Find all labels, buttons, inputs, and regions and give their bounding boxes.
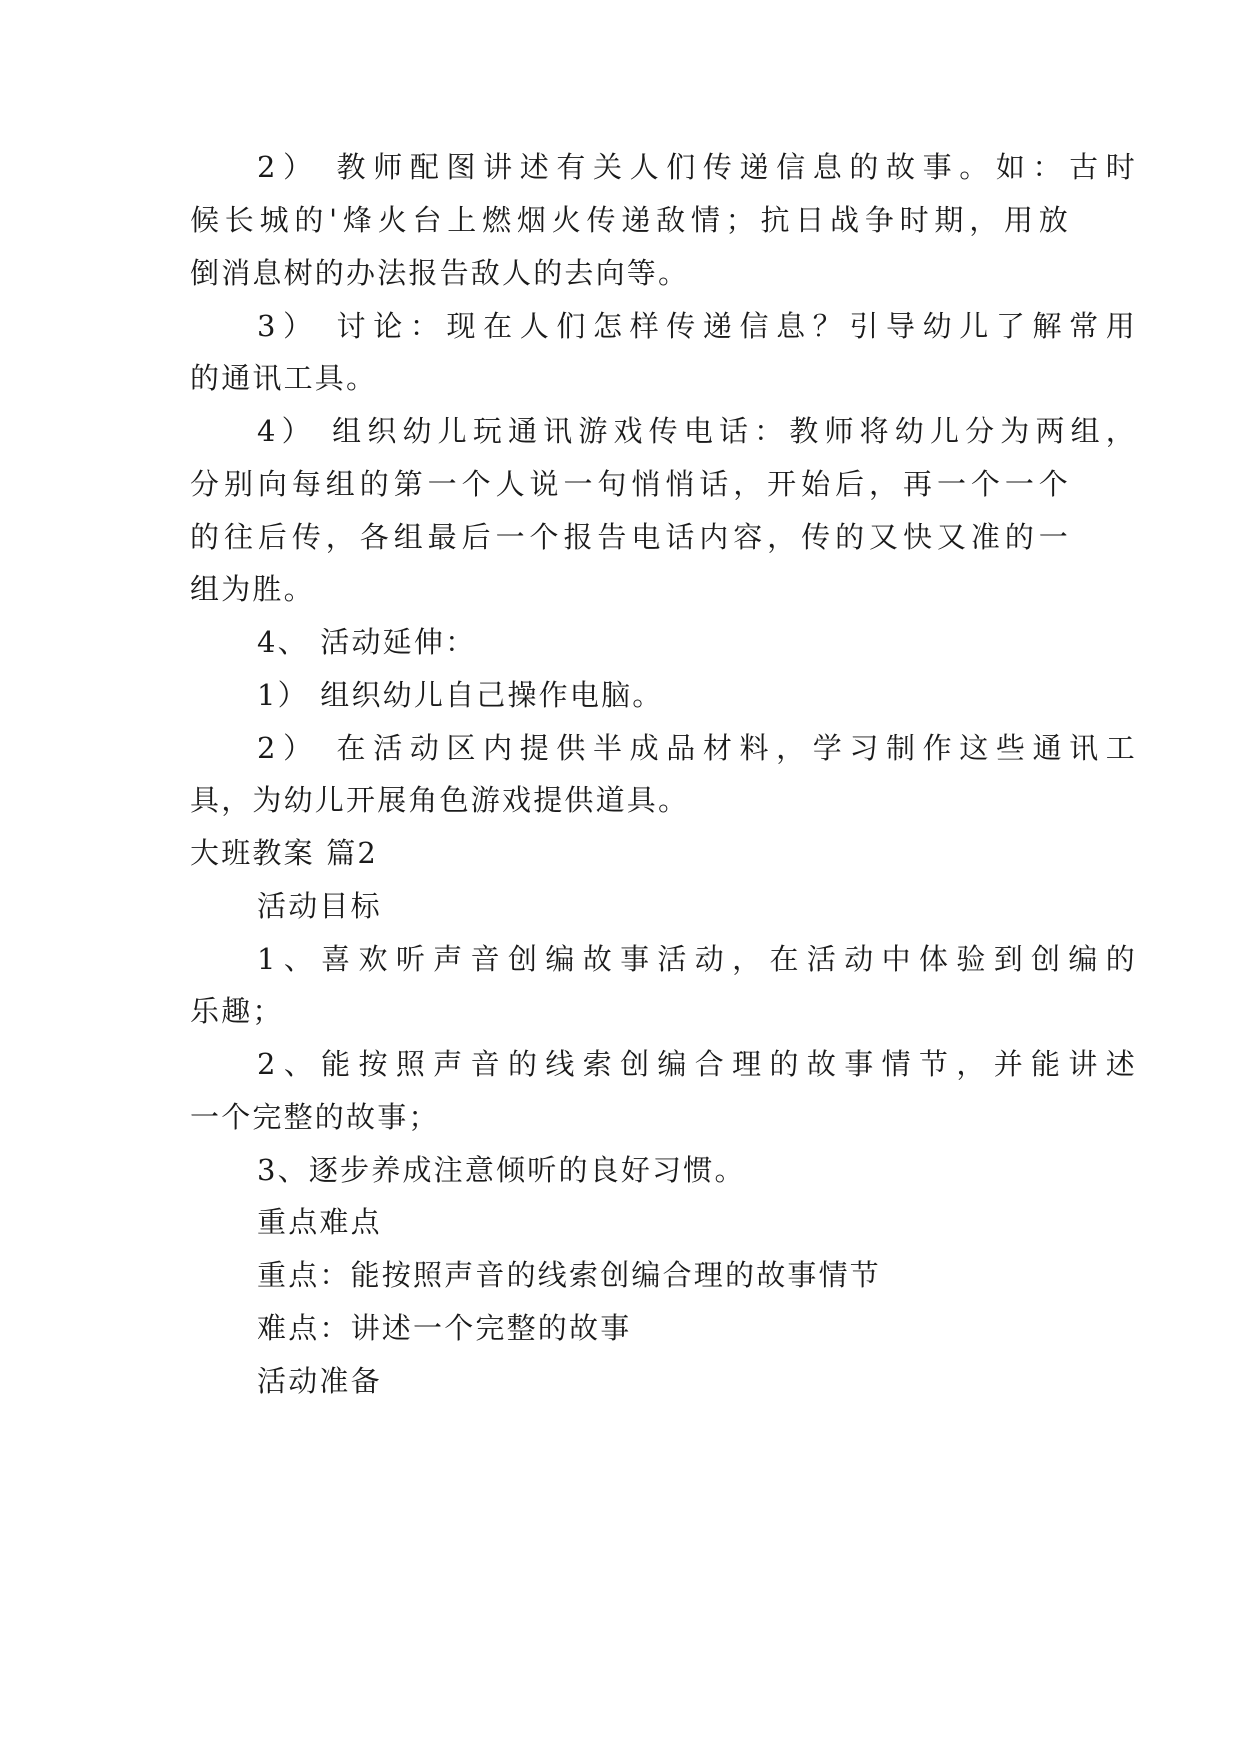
text-line: 候长城的'烽火台上燃烟火传递敌情；抗日战争时期，用放 [190,203,1070,237]
lesson-title: 大班教案 篇2 [190,836,379,870]
text-line: 4） 组织幼儿玩通讯游戏传电话：教师将幼儿分为两组， [257,414,1137,448]
section-heading: 活动目标 [257,889,382,923]
text-line: 重点：能按照声音的线索创编合理的故事情节 [257,1258,882,1292]
text-line: 一个完整的故事； [190,1100,440,1134]
text-line: 倒消息树的办法报告敌人的去向等。 [190,256,690,290]
text-line: 2） 教师配图讲述有关人们传递信息的故事。如：古时 [257,150,1137,184]
section-heading: 4、 活动延伸： [257,625,477,659]
text-line: 难点：讲述一个完整的故事 [257,1311,632,1345]
section-heading: 重点难点 [257,1205,382,1239]
text-line: 1） 组织幼儿自己操作电脑。 [257,678,664,712]
text-line: 的通讯工具。 [190,361,378,395]
text-line: 分别向每组的第一个人说一句悄悄话，开始后，再一个一个 [190,467,1070,501]
text-line: 的往后传，各组最后一个报告电话内容，传的又快又准的一 [190,520,1070,554]
text-line: 具，为幼儿开展角色游戏提供道具。 [190,783,690,817]
text-line: 组为胜。 [190,572,315,606]
text-line: 2） 在活动区内提供半成品材料，学习制作这些通讯工 [257,731,1137,765]
text-line: 1、喜欢听声音创编故事活动，在活动中体验到创编的 [257,942,1137,976]
text-line: 2、能按照声音的线索创编合理的故事情节，并能讲述 [257,1047,1137,1081]
text-line: 3） 讨论：现在人们怎样传递信息？引导幼儿了解常用 [257,309,1137,343]
text-line: 3、逐步养成注意倾听的良好习惯。 [257,1153,746,1187]
section-heading: 活动准备 [257,1364,382,1398]
text-line: 乐趣； [190,994,284,1028]
